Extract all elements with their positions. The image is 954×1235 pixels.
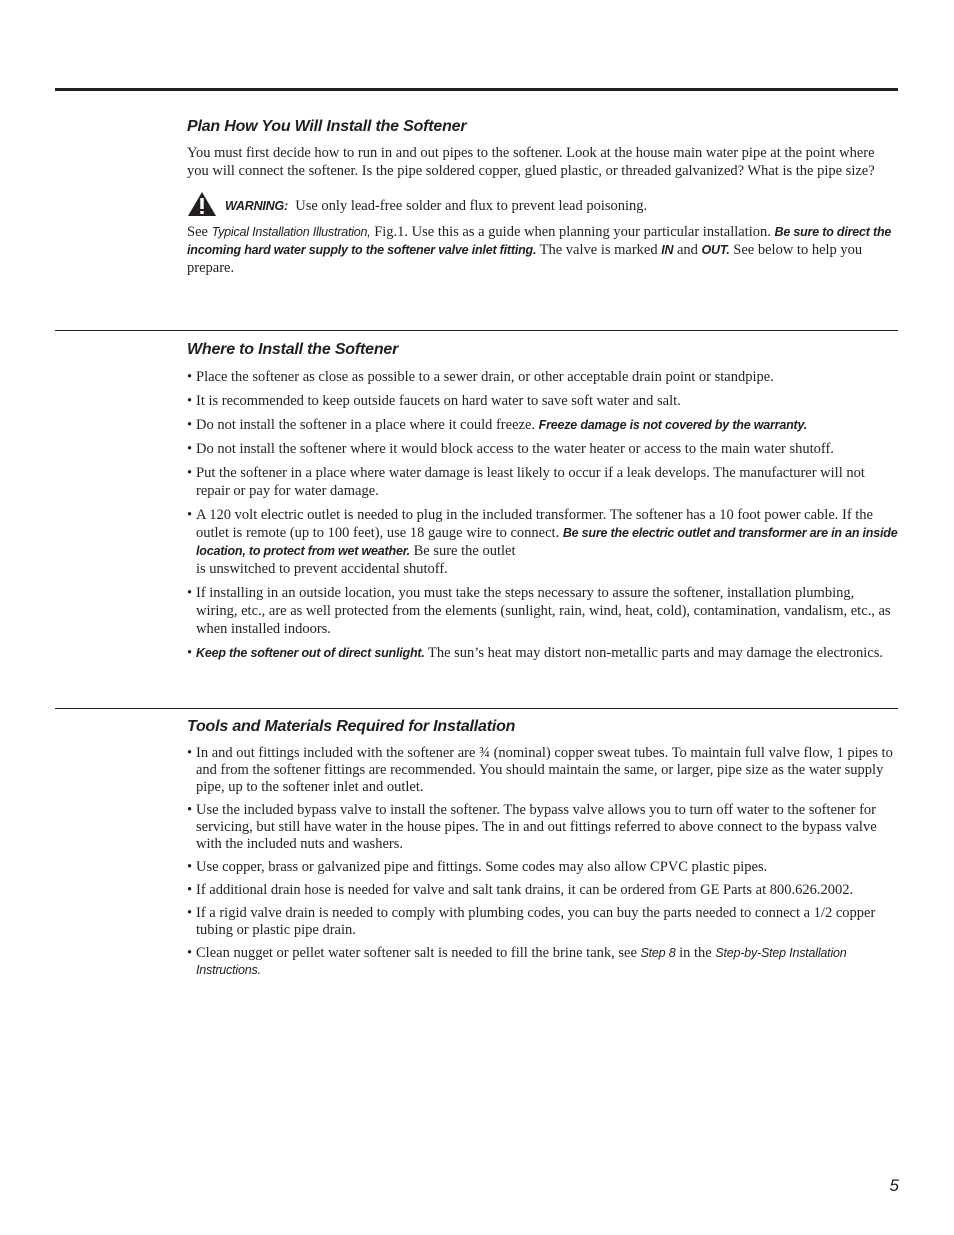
warning-triangle-icon: [187, 191, 217, 217]
see-text-1: Fig.1. Use this as a guide when planning your particular installation.: [370, 224, 775, 240]
section-where: [187, 341, 899, 668]
in-label: IN: [661, 243, 674, 257]
see-prefix: See: [187, 224, 212, 240]
illustration-reference: Typical Installation Illustration,: [211, 225, 371, 239]
see-text-3: See below to help you prepare.: [187, 242, 863, 276]
out-label: OUT.: [701, 243, 730, 257]
list-item: • It is recommended to keep outside faucets on hard water to save soft water and salt.: [187, 393, 681, 409]
top-rule: [55, 88, 898, 91]
page-number: 5: [889, 1176, 899, 1195]
list-item: • If installing in an outside location, you must take the steps necessary to assure the softener, installation plumbing, wiring, etc., are as well protected from the elements (sunlight, rain, wind, heat, cold), contamination, vandalism, etc., as when installed indoors.: [187, 585, 891, 637]
and-text: and: [673, 242, 702, 258]
plan-intro: You must first decide how to run in and out pipes to the softener. Look at the house main water pipe at the point where you will connect the softener. Is the pipe soldered copper, glued plastic, or threaded galvanized? What is the pipe size?: [187, 145, 875, 179]
warning-label: WARNING:: [225, 199, 288, 213]
warning-text: Use only lead-free solder and flux to prevent lead poisoning.: [295, 198, 648, 214]
list-item: • In and out fittings included with the softener are ¾ (nominal) copper sweat tubes. To maintain full valve flow, 1 pipes to and from the softener fittings are recommended. You should maintain the same, or larger, pipe size as the water supply pipe, up to the softener inlet and outlet.: [187, 745, 893, 795]
section-heading-tools: Tools and Materials Required for Installation: [187, 718, 516, 735]
warranty-note: Freeze damage is not covered by the warranty.: [538, 418, 808, 432]
list-item: • Use copper, brass or galvanized pipe and fittings. Some codes may also allow CPVC plastic pipes.: [187, 859, 768, 875]
section-divider-2: [55, 708, 898, 709]
list-item: • Clean nugget or pellet water softener salt is needed to fill the brine tank, see Step 8 in the Step-by-Step Installation Instructions.: [187, 945, 847, 977]
section-heading-plan: Plan How You Will Install the Softener: [187, 118, 467, 135]
list-item: • Do not install the softener where it would block access to the water heater or access to the main water shutoff.: [187, 441, 834, 457]
list-item: • Put the softener in a place where water damage is least likely to occur if a leak develops. The manufacturer will not repair or pay for water damage.: [187, 465, 865, 499]
list-item: • Keep the softener out of direct sunlight. The sun’s heat may distort non-metallic parts and may damage the electronics.: [187, 645, 883, 661]
list-item: • If additional drain hose is needed for valve and salt tank drains, it can be ordered from GE Parts at 800.626.2002.: [187, 882, 854, 898]
list-item: • Do not install the softener in a place where it could freeze. Freeze damage is not covered by the warranty.: [187, 417, 808, 433]
see-text-2: The valve is marked: [536, 242, 662, 258]
list-item: • Place the softener as close as possible to a sewer drain, or other acceptable drain point or standpipe.: [187, 369, 774, 385]
section-tools: [187, 718, 899, 985]
step-reference: Step 8: [640, 946, 676, 960]
where-list: [187, 368, 899, 662]
plan-see-paragraph: [187, 223, 899, 277]
list-item: • A 120 volt electric outlet is needed to plug in the included transformer. The softener has a 10 foot power cable. If the outlet is remote (up to 100 feet), use 18 gauge wire to connect. Be sure the electric outlet and transformer are in an inside location, to protect from wet weather. Be sure the outlet is unswitched to prevent accidental shutoff.: [187, 507, 898, 577]
sunlight-note: Keep the softener out of direct sunlight.: [196, 646, 425, 660]
inlet-instruction: Be sure to direct the incoming hard water supply to the softener valve inlet fitting.: [187, 225, 892, 257]
section-plan: [187, 118, 899, 277]
section-divider-1: [55, 330, 898, 331]
tools-list: [187, 745, 899, 979]
warning-line: [187, 197, 899, 217]
outlet-note: Be sure the electric outlet and transformer are in an inside location, to protect from wet weather.: [196, 526, 898, 558]
instructions-reference: Step-by-Step Installation Instructions.: [196, 946, 847, 977]
list-item: • If a rigid valve drain is needed to comply with plumbing codes, you can buy the parts needed to connect a 1/2 copper tubing or plastic pipe drain.: [187, 905, 876, 938]
list-item: • Use the included bypass valve to install the softener. The bypass valve allows you to turn off water to the softener for servicing, but still have water in the house pipes. The in and out fittings referred to above connect to the bypass valve with the included nuts and washers.: [187, 802, 877, 852]
section-heading-where: Where to Install the Softener: [187, 341, 399, 358]
